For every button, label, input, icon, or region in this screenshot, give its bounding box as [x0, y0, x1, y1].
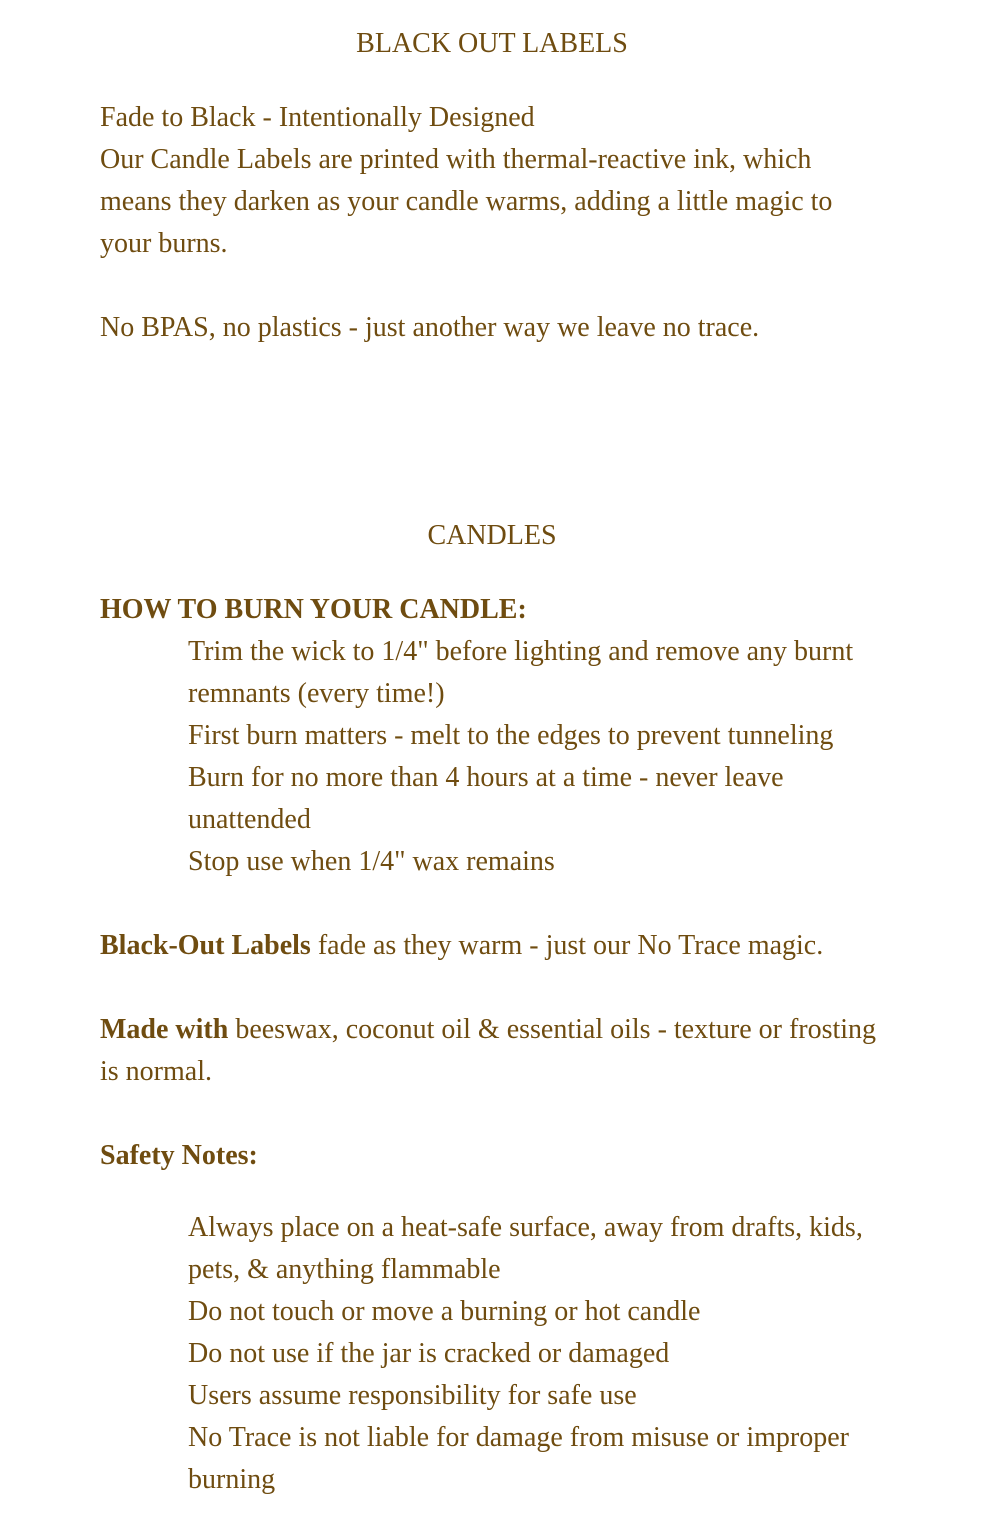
how-to-item: Trim the wick to 1/4" before lighting and remove any burnt remnants (every time!) [188, 636, 854, 709]
candles-title: CANDLES [427, 520, 557, 551]
safety-item: No Trace is not liable for damage from misuse or improper burning [188, 1422, 849, 1495]
safety-item: Users assume responsibility for safe use [188, 1380, 637, 1411]
how-to-item: Burn for no more than 4 hours at a time - never leave unattended [188, 762, 784, 835]
made-with-bold: Made with [100, 1014, 229, 1045]
blackout-title: BLACK OUT LABELS [356, 28, 628, 59]
labels-bold: Black-Out Labels [100, 930, 311, 961]
safety-item: Do not use if the jar is cracked or damaged [188, 1338, 670, 1369]
how-to-list [100, 631, 880, 883]
how-to-item: First burn matters - melt to the edges to prevent tunneling [188, 720, 834, 751]
made-with-text: beeswax, coconut oil & essential oils - texture or frosting is normal. [100, 1014, 877, 1087]
candles-section [100, 589, 880, 1501]
blackout-subtitle: Fade to Black - Intentionally Designed [100, 102, 535, 133]
safety-list [100, 1207, 880, 1501]
blackout-note: No BPAS, no plastics - just another way we leave no trace. [100, 312, 760, 343]
blackout-description: Our Candle Labels are printed with thermal-reactive ink, which means they darken as your candle warms, adding a little magic to your burns. [100, 144, 833, 259]
labels-paragraph [100, 925, 880, 967]
safety-item: Always place on a heat-safe surface, away from drafts, kids, pets, & anything flammable [188, 1212, 863, 1285]
safety-heading: Safety Notes: [100, 1140, 258, 1171]
how-to-heading: HOW TO BURN YOUR CANDLE: [100, 594, 527, 625]
made-with-paragraph [100, 1009, 880, 1093]
safety-item: Do not touch or move a burning or hot candle [188, 1296, 701, 1327]
labels-text: fade as they warm - just our No Trace magic. [310, 930, 824, 961]
blackout-section [100, 97, 880, 349]
how-to-item: Stop use when 1/4" wax remains [188, 846, 555, 877]
